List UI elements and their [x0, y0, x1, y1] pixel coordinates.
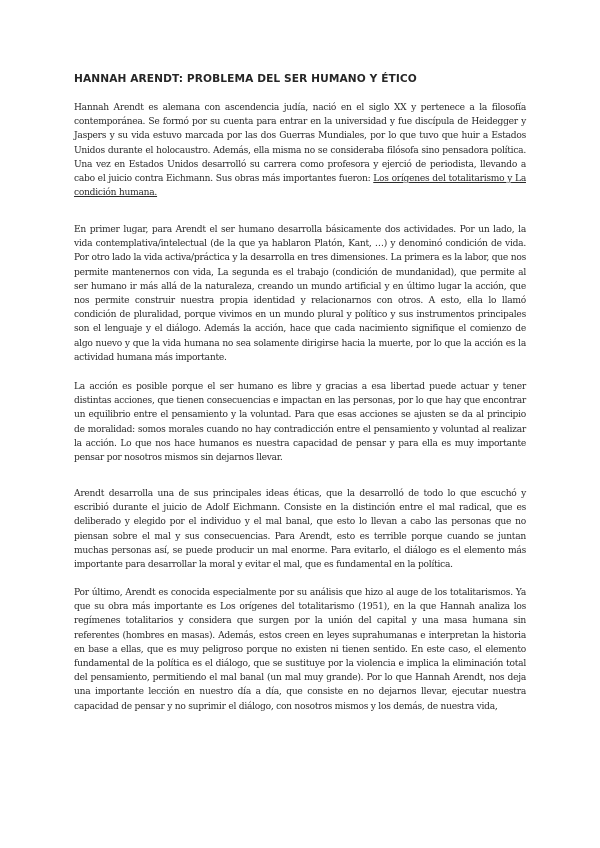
paragraph-ethics: Arendt desarrolla una de sus principales ideas éticas, que la desarrolló de todo lo que escuchó y escribió durante el juicio de Adolf Eichmann. Consiste en la distinción entre el mal radical, que es deliberado y elegido por el individuo y el mal banal, que esto lo llevan a cabo las personas que no piensan sobre el mal y sus consecuencias. Para Arendt, esto es terrible porque cuando se juntan muchas personas así, se puede producir un mal enorme. Para evitarlo, el diálogo es el elemento más importante para desarrollar la moral y evitar el mal, que es fundamental en la política.	[74, 489, 526, 571]
document-title: HANNAH ARENDT: PROBLEMA DEL SER HUMANO Y ÉTICO	[74, 73, 417, 85]
underlined-works: Los orígenes del totalitarismo y La condición humana.	[74, 174, 526, 199]
paragraph-activities: En primer lugar, para Arendt el ser humano desarrolla básicamente dos actividades. Por un lado, la vida contemplativa/intelectual (de la que ya hablaron Platón, Kant, …) y denominó condición de vida. Por otro lado la vida activa/práctica y la desarrolla en tres dimensiones. La primera es la labor, que nos permite mantenernos con vida, La segunda es el trabajo (condición de mundanidad), que permite al ser humano ir más allá de la naturaleza, creando un mundo artificial y en último lugar la acción, que nos permite construir nuestra propia identidad y relacionarnos con otros. A esto, ella lo llamó condición de pluralidad, porque vivimos en un mundo plural y político y sus instrumentos principales son el lenguaje y el diálogo. Además la acción, hace que cada nacimiento signifique el comienzo de algo nuevo y que la vida humana no sea solamente dirigirse hacia la muerte, por lo que la acción es la actividad humana más importante.	[74, 225, 526, 363]
paragraph-text: Hannah Arendt es alemana con ascendencia judía, nació en el siglo XX y pertenece a la filosofía contemporánea. Se formó por su cuenta para entrar en la universidad y fue discípula de Heidegger y Jaspers y su vida estuvo marcada por las dos Guerras Mundiales, por lo que tuvo que huir a Estados Unidos durante el holocaustro. Además, ella misma no se consideraba filósofa sino pensadora política. Una vez en Estados Unidos desarrolló su carrera como profesora y ejerció de periodista, llevando a cabo el juicio contra Eichmann. Sus obras más importantes fueron:	[74, 103, 526, 185]
paragraph-biography	[74, 101, 526, 200]
paragraph-action-freedom: La acción es posible porque el ser humano es libre y gracias a esa libertad puede actuar y tener distintas acciones, que tienen consecuencias e impactan en las personas, por lo que hay que encontrar un equilibrio entre el pensamiento y la voluntad. Para que esas acciones se ajusten se da al principio de moralidad: somos morales cuando no hay contradicción entre el pensamiento y voluntad al realizar la acción. Lo que nos hace humanos es nuestra capacidad de pensar y para ella es muy importante pensar por nosotros mismos sin dejarnos llevar.	[74, 382, 526, 464]
paragraph-totalitarianism: Por último, Arendt es conocida especialmente por su análisis que hizo al auge de los totalitarismos. Ya que su obra más importante es Los orígenes del totalitarismo (1951), en la que Hannah analiza los regímenes totalitarios y considera que surgen por la unión del capital y una masa humana sin referentes (hombres en masas). Además, estos creen en leyes suprahumanas e interpretan la historia en base a ellas, que es muy peligroso porque no existen ni tienen sentido. En este caso, el elemento fundamental de la política es el diálogo, que se sustituye por la violencia e implica la eliminación total del pensamiento, permitiendo el mal banal (un mal muy grande). Por lo que Hannah Arendt, nos deja una importante lección en nuestro día a día, que consiste en no dejarnos llevar, ejecutar nuestra capacidad de pensar y no suprimir el diálogo, con nosotros mismos y los demás, de nuestra vida,	[74, 588, 526, 712]
